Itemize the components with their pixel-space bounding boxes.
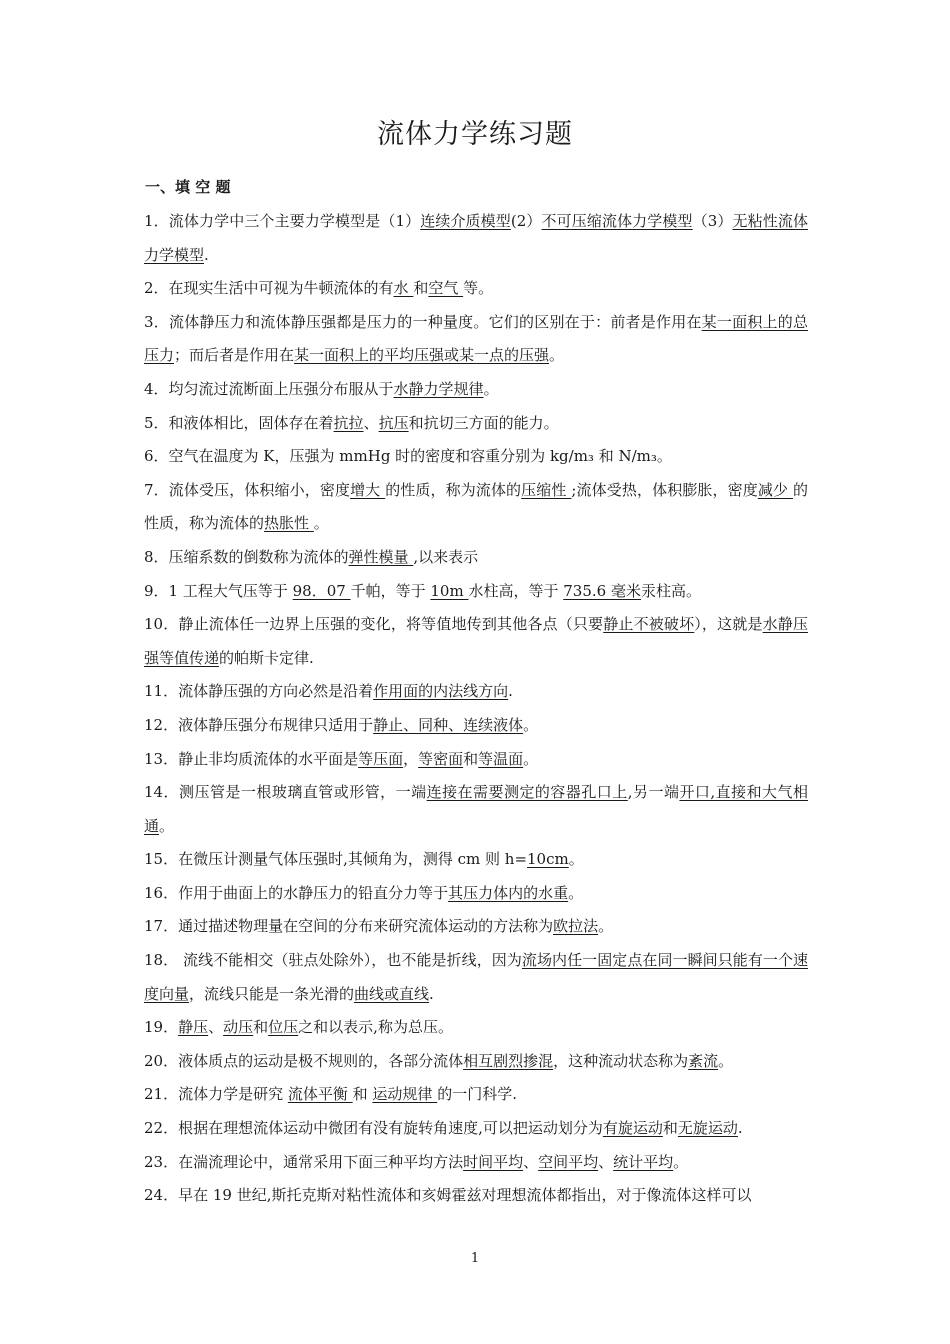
question-text: 3．流体静压力和流体静压强都是压力的一种量度。它们的区别在于：前者是作用在: [144, 312, 702, 331]
question-item: [144, 440, 808, 474]
question-text: 的性质，称为流体的: [385, 480, 522, 499]
question-text: 17．通过描述物理量在空间的分布来研究流体运动的方法称为: [144, 917, 554, 936]
question-text: 19．: [144, 1018, 179, 1037]
question-text: 20．液体质点的运动是极不规则的，各部分流体: [144, 1051, 464, 1070]
answer-blank: 某一面积上的平均压强或某一点的压强: [294, 346, 550, 365]
question-text: 22．根据在理想流体运动中微团有没有旋转角速度,可以把运动划分为: [144, 1119, 603, 1138]
question-text: 汞柱高。: [640, 581, 701, 600]
question-text: 之和以表示,称为总压。: [298, 1018, 453, 1037]
answer-blank: 流场内任一固定点在同一瞬间只能有一个速度向量: [144, 951, 808, 1003]
question-item: [144, 709, 808, 743]
answer-blank: 水静压强等值传递: [144, 615, 808, 667]
question-text: ，这种流动状态称为: [553, 1051, 689, 1070]
question-text: 和: [253, 1018, 269, 1037]
answer-blank: 连接在需要测定的容器孔口上: [426, 783, 628, 802]
answer-blank: 位压: [268, 1018, 299, 1037]
question-text: .: [204, 245, 209, 264]
question-text: 18． 流线不能相交（驻点处除外），也不能是折线，因为: [144, 951, 522, 970]
question-text: 。: [523, 715, 539, 734]
question-text: ，流线只能是一条光滑的: [189, 984, 355, 1003]
question-text: 13．静止非均质流体的水平面是: [144, 749, 359, 768]
question-item: [144, 743, 808, 777]
answer-blank: 压缩性: [521, 480, 572, 499]
question-text: 5．和液体相比，固体存在着: [144, 413, 334, 432]
answer-blank: 静止、同种、连续液体: [373, 715, 524, 734]
question-text: .: [429, 984, 434, 1003]
answer-blank: 10cm: [527, 850, 569, 869]
question-text: 。: [598, 917, 614, 936]
question-item: [144, 474, 808, 541]
answer-blank: 弹性模量: [348, 547, 414, 566]
answer-blank: 开口,直接和大气相通: [144, 783, 808, 835]
question-text: 。: [673, 1152, 689, 1171]
question-text: 、: [363, 413, 379, 432]
question-list: [144, 205, 808, 1213]
question-text: 21．流体力学是研究: [144, 1085, 288, 1104]
question-text: 15．在微压计测量气体压强时,其倾角为，测得 cm 则 h=: [144, 850, 528, 869]
question-text: 1．流体力学中三个主要力学模型是（1）: [144, 212, 421, 230]
question-text: 。: [483, 379, 499, 398]
question-text: 9．1 工程大气压等于: [144, 581, 293, 600]
answer-blank: 无粘性流体力学模型: [144, 212, 808, 264]
question-item: [144, 877, 808, 911]
question-text: 14．测压管是一根玻璃直管或形管，一端: [144, 783, 427, 802]
answer-blank: 流体平衡: [287, 1085, 353, 1104]
question-text: 23．在湍流理论中，通常采用下面三种平均方法: [144, 1152, 464, 1171]
question-text: .: [737, 1119, 743, 1138]
question-text: 和: [352, 1085, 373, 1104]
question-item: [144, 776, 808, 843]
question-text: 8．压缩系数的倒数称为流体的: [144, 547, 349, 566]
question-text: 、: [208, 1018, 224, 1037]
question-text: 的帕斯卡定律.: [219, 648, 314, 667]
question-item: [144, 675, 808, 709]
answer-blank: 等温面: [478, 749, 524, 768]
answer-blank: 抗拉: [333, 413, 364, 432]
answer-blank: 10m: [430, 581, 469, 600]
answer-blank: 其压力体内的水重: [448, 883, 569, 902]
question-item: [144, 1146, 808, 1180]
question-item: [144, 608, 808, 675]
question-item: [144, 843, 808, 877]
question-text: 和: [463, 749, 479, 768]
question-item: [144, 910, 808, 944]
question-item: [144, 373, 808, 407]
answer-blank: 作用面的内法线方向: [373, 682, 509, 701]
answer-blank: 增大: [350, 480, 386, 499]
answer-blank: 水静力学规律: [393, 379, 484, 398]
question-text: 和: [413, 279, 429, 298]
answer-blank: 运动规律: [372, 1085, 438, 1104]
question-item: [144, 1078, 808, 1112]
question-text: 等。: [463, 279, 494, 298]
answer-blank: 静压: [178, 1018, 209, 1037]
question-item: [144, 1045, 808, 1079]
answer-blank: 空间平均: [538, 1152, 599, 1171]
answer-blank: 某一面积上的总压力: [144, 312, 808, 365]
answer-blank: 紊流: [688, 1051, 719, 1070]
page-title: 流体力学练习题: [377, 119, 573, 150]
answer-blank: 静止不被破坏: [603, 615, 695, 634]
question-text: ,以来表示: [413, 547, 479, 566]
question-item: [144, 1179, 808, 1213]
question-text: 的一门科学.: [437, 1085, 517, 1104]
question-text: (2）: [510, 212, 542, 230]
question-text: ；而后者是作用在: [174, 346, 295, 365]
answer-blank: 98．07: [292, 581, 351, 600]
answer-blank: 欧拉法: [553, 917, 599, 936]
question-item: [144, 1011, 808, 1045]
question-text: 、: [598, 1152, 614, 1171]
answer-blank: 水: [393, 279, 414, 298]
question-text: ,另一端: [627, 783, 680, 802]
question-text: 2．在现实生活中可视为牛顿流体的有: [144, 279, 394, 298]
question-text: 4．均匀流过流断面上压强分布服从于: [144, 379, 394, 398]
answer-blank: 动压: [223, 1018, 254, 1037]
question-text: （3）: [692, 212, 733, 230]
question-text: ），这就是: [694, 615, 763, 634]
question-text: 6．空气在温度为 K，压强为 mmHg 时的密度和容重分别为 kg/m₃ 和 N/m₃。: [144, 447, 672, 466]
question-text: 。: [718, 1051, 734, 1070]
question-text: 。: [568, 883, 584, 902]
answer-blank: 空气: [428, 279, 464, 298]
answer-blank: 热胀性: [264, 514, 314, 533]
question-text: 和抗切三方面的能力。: [408, 413, 559, 432]
question-text: 。: [549, 346, 565, 365]
question-text: 。: [313, 514, 329, 533]
section-heading: 一、填 空 题: [145, 178, 231, 196]
question-item: [144, 541, 808, 575]
question-item: [144, 575, 808, 609]
question-item: [144, 944, 808, 1011]
answer-blank: 连续介质模型: [420, 212, 511, 230]
answer-blank: 减少: [757, 480, 793, 499]
question-text: ;流体受热，体积膨胀，密度: [571, 480, 758, 499]
question-text: 。: [568, 850, 584, 869]
question-text: 12．液体静压强分布规律只适用于: [144, 715, 374, 734]
answer-blank: 735.6 毫米: [563, 581, 641, 600]
answer-blank: 等密面: [418, 749, 464, 768]
question-text: 。: [159, 816, 175, 835]
question-text: 的性质，称为流体的: [144, 480, 808, 533]
answer-blank: 统计平均: [613, 1152, 674, 1171]
answer-blank: 等压面: [358, 749, 404, 768]
question-item: [144, 1112, 808, 1146]
answer-blank: 抗压: [378, 413, 409, 432]
question-text: 16．作用于曲面上的水静压力的铅直分力等于: [144, 883, 449, 902]
question-text: 千帕，等于: [350, 581, 431, 600]
question-text: 10．静止流体任一边界上压强的变化，将等值地传到其他各点（只要: [144, 615, 604, 634]
question-text: ，: [403, 749, 419, 768]
answer-blank: 时间平均: [463, 1152, 524, 1171]
question-text: 7．流体受压，体积缩小，密度: [144, 480, 351, 499]
question-text: .: [508, 682, 513, 701]
page-number: 1: [470, 1251, 480, 1266]
question-item: [144, 306, 808, 373]
question-text: 24．早在 19 世纪,斯托克斯对粘性流体和亥姆霍兹对理想流体都指出，对于像流体这样可以: [144, 1186, 752, 1205]
question-text: 11．流体静压强的方向必然是沿着: [144, 682, 374, 701]
answer-blank: 曲线或直线: [354, 984, 430, 1003]
question-text: 和: [662, 1119, 678, 1138]
question-item: [144, 205, 808, 272]
answer-blank: 无旋运动: [677, 1119, 738, 1138]
question-text: 、: [523, 1152, 539, 1171]
answer-blank: 不可压缩流体力学模型: [541, 212, 693, 230]
question-text: 。: [523, 749, 539, 768]
question-text: 水柱高，等于: [468, 581, 564, 600]
question-item: [144, 272, 808, 306]
question-item: [144, 407, 808, 441]
answer-blank: 相互剧烈掺混: [463, 1051, 554, 1070]
answer-blank: 有旋运动: [602, 1119, 663, 1138]
